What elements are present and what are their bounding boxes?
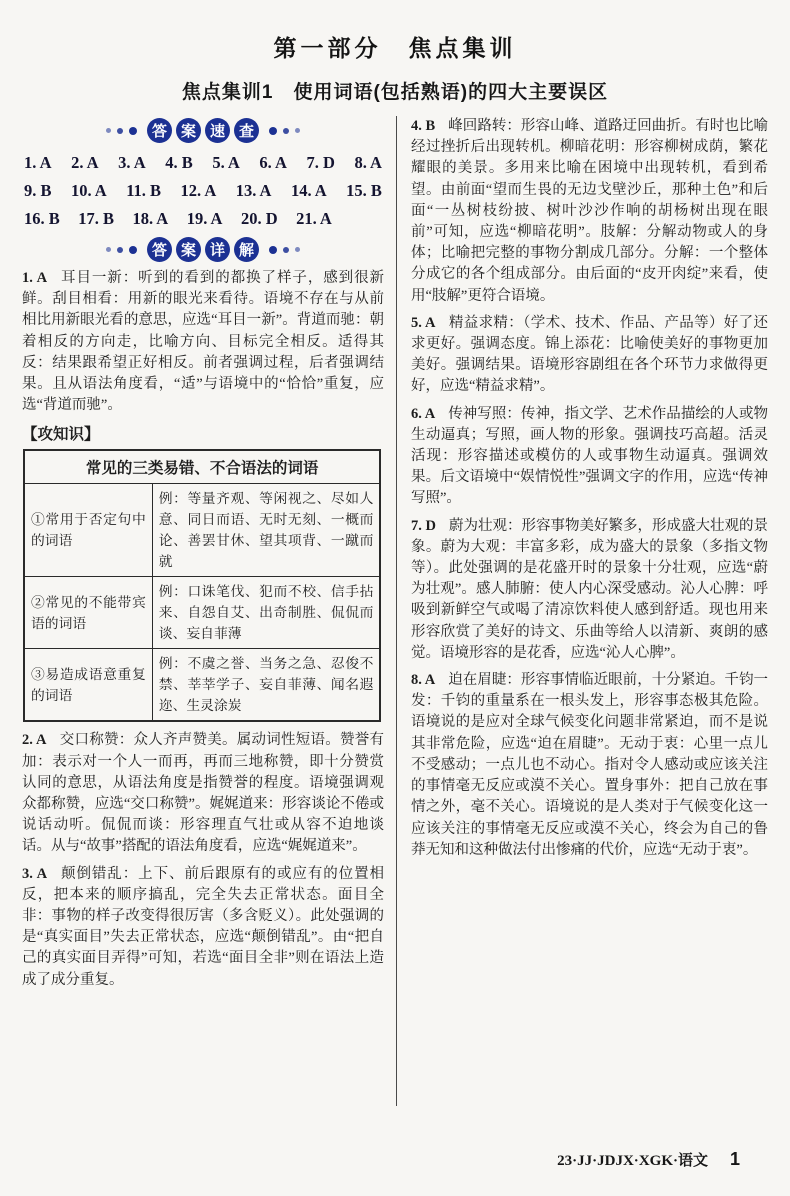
answer-item: 13. A xyxy=(235,181,272,200)
stamp-char: 查 xyxy=(234,118,259,143)
explanation-1 xyxy=(22,268,384,416)
answer-item: 16. B xyxy=(24,209,60,228)
answer-row xyxy=(24,177,382,205)
edition-code: 23·JJ·JDJX·XGK·语文 xyxy=(557,1153,708,1169)
answer-item: 17. B xyxy=(78,209,114,228)
explanation-label: 4. B xyxy=(411,118,436,134)
answer-row xyxy=(24,205,332,233)
answer-item: 14. A xyxy=(290,181,327,200)
explanation-text: 蔚为壮观：形容事物美好繁多，形成盛大壮观的景象。蔚为大观：丰富多彩，成为盛大的景象（多指文物等）。此处强调的是花盛开时的景象十分壮观，应选“蔚为壮观”。感人肺腑：使人内心深受感动。沁人心脾：呼吸到新鲜空气或喝了清凉饮料使人感到舒适。现也用来形容欣赏了美好的诗文、乐曲等给人以清新、爽朗的感觉。语境形容的是花香，应选“沁人心脾”。 xyxy=(411,517,768,661)
answer-item: 12. A xyxy=(180,181,217,200)
page-footer xyxy=(557,1149,740,1170)
category-cell: ③易造成语意重复的词语 xyxy=(24,649,152,722)
stamp-char: 答 xyxy=(147,237,172,262)
quick-answer-list xyxy=(24,149,382,233)
knowledge-table xyxy=(23,449,381,722)
explanation-2 xyxy=(22,730,384,857)
decor-dots-icon xyxy=(103,127,140,135)
answer-item: 20. D xyxy=(240,209,278,228)
explanation-text: 交口称赞：众人齐声赞美。属动词性短语。赞誉有加：表示对一个人一而再，再而三地称赞，即十分赞赏认同的意思，从语法角度是指赞誉的程度。语境强调观众都称赞，应选“交口称赞”。娓娓道来：形容谈论不倦或说话动听。侃侃而谈：形容理直气壮或从容不迫地谈话。从与“故事”搭配的语法角度看，应选“娓娓道来”。 xyxy=(22,732,385,855)
answer-item: 8. A xyxy=(354,153,382,172)
part-title: 第一部分 焦点集训 xyxy=(273,35,517,61)
explanation-text: 峰回路转：形容山峰、道路迂回曲折。有时也比喻经过挫折后出现转机。柳暗花明：形容柳树成荫，繁花耀眼的美景。多用来比喻在困境中出现转机，看到希望。由前面“望而生畏的无边戈壁沙丘，那种土色”和后面“一丛树枝纷披、树叶沙沙作响的胡杨树出现在眼前”可知，应选“柳暗花明”。肢解：分解动物或人的身体；比喻把完整的事物分割成几部分。分解：一个整体分成它的各个组成部分。由后面的“皮开肉绽”来看，使用“肢解”更符合语境。 xyxy=(411,118,769,304)
explanation-text: 迫在眉睫：形容事情临近眼前，十分紧迫。千钧一发：千钧的重量系在一根头发上，形容事态极其危险。语境说的是应对全球气候变化问题非常紧迫，而不是说其非常危险，应选“迫在眉睫”。无动于衷：心里一点儿不受感动；一点儿也不动心。指对令人感动或应该关注的事情毫无反应或漠不关心。置身事外：把自己放在事情之外，毫不关心。语境说的是人类对于气候变化这一应该关注的事情毫无反应或漠不关心，终会为自己的鲁莽无知和这种做法付出惨痛的代价，应选“无动于衷”。 xyxy=(411,672,769,858)
answer-item: 1. A xyxy=(24,153,52,172)
explanation-label: 7. D xyxy=(411,517,436,534)
answer-row xyxy=(24,149,382,177)
stamp-char: 案 xyxy=(176,118,201,143)
answer-item: 21. A xyxy=(296,209,332,228)
answer-detail-header xyxy=(22,237,384,262)
knowledge-box-label: 【攻知识】 xyxy=(22,426,100,444)
explanation-label: 8. A xyxy=(411,672,436,689)
answer-quick-check-header xyxy=(22,118,384,143)
explanation-label: 1. A xyxy=(22,270,48,286)
explanation-text: 传神写照：传神，指文学、艺术作品描绘的人或物生动逼真；写照，画人物的形象。强调技巧高超。活灵活现：形容描述或模仿的人或事物生动逼真。强调效果。后文语境中“娱情悦性”强调文字的作用，应选“传神写照”。 xyxy=(411,405,769,507)
answer-item: 3. A xyxy=(118,153,146,172)
answer-item: 10. A xyxy=(70,181,107,200)
explanation-text: 耳目一新：听到的看到的都换了样子，感到很新鲜。刮目相看：用新的眼光来看待。语境不存在与从前相比用新眼光看的意思，应选“耳目一新”。背道而驰：朝着相反的方向走，比喻方向、目标完全相反。适得其反：结果跟希望正好相反。前者强调过程，后者强调结果。且从语法角度看，“适”与语境中的“恰恰”重复，应选“背道而驰”。 xyxy=(22,270,385,414)
explanation-label: 5. A xyxy=(411,314,436,331)
table-row xyxy=(24,649,380,722)
stamp-char: 详 xyxy=(205,237,230,262)
explanation-label: 3. A xyxy=(22,865,48,882)
answer-item: 4. B xyxy=(165,153,193,172)
stamp-char: 答 xyxy=(147,118,172,143)
category-cell: ①常用于否定句中的词语 xyxy=(24,484,152,577)
answer-item: 9. B xyxy=(24,181,52,200)
stamp-char: 案 xyxy=(176,237,201,262)
explanation-4 xyxy=(411,116,768,307)
decor-dots-icon xyxy=(103,246,140,254)
explanation-5 xyxy=(411,313,768,398)
left-column xyxy=(22,116,396,1106)
answer-item: 6. A xyxy=(259,153,287,172)
decor-dots-icon xyxy=(266,127,303,135)
decor-dots-icon xyxy=(266,246,303,254)
knowledge-table-title: 常见的三类易错、不合语法的词语 xyxy=(24,450,380,484)
answer-item: 11. B xyxy=(126,181,162,200)
table-row xyxy=(24,484,380,577)
answer-item: 19. A xyxy=(186,209,223,228)
explanation-label: 2. A xyxy=(22,732,47,749)
explanation-8 xyxy=(411,670,768,861)
knowledge-table-header-row xyxy=(24,450,380,484)
answer-item: 18. A xyxy=(132,209,169,228)
explanation-3 xyxy=(22,864,384,991)
two-column-layout xyxy=(22,116,768,1106)
explanation-text: 精益求精：（学术、技术、作品、产品等）好了还求更好。强调态度。锦上添花：比喻使美好的事物更加美好。强调结果。语境形容剧组在各个环节力求做得更好，应选“精益求精”。 xyxy=(411,314,769,395)
answer-item: 7. D xyxy=(306,153,335,172)
category-cell: ②常见的不能带宾语的词语 xyxy=(24,577,152,649)
table-row xyxy=(24,577,380,649)
examples-cell: 例：等量齐观、等闲视之、尽如人意、同日而语、无时无刻、一概而论、善罢甘休、望其项背、一蹴而就 xyxy=(152,484,380,577)
stamp-char: 解 xyxy=(234,237,259,262)
section-title: 焦点集训1 使用词语(包括熟语)的四大主要误区 xyxy=(181,82,609,103)
examples-cell: 例：口诛笔伐、犯而不校、信手拈来、自怨自艾、出奇制胜、侃侃而谈、妄自菲薄 xyxy=(152,577,380,649)
right-column xyxy=(396,116,768,1106)
explanation-6 xyxy=(411,404,768,510)
answer-item: 5. A xyxy=(212,153,240,172)
explanation-label: 6. A xyxy=(411,405,436,422)
answer-item: 2. A xyxy=(71,153,99,172)
explanation-text: 颠倒错乱：上下、前后跟原有的或应有的位置相反，把本来的顺序搞乱，完全失去正常状态。面目全非：事物的样子改变得很厉害（多含贬义）。此处强调的是“真实面目”失去正常状态，应选“颠倒错乱”。由“把自己的真实面目弄得”可知，若选“面目全非”则在语法上造成了成分重复。 xyxy=(22,865,385,988)
explanation-7 xyxy=(411,516,768,664)
page-number: 1 xyxy=(729,1149,740,1169)
stamp-char: 速 xyxy=(205,118,230,143)
answer-item: 15. B xyxy=(346,181,382,200)
examples-cell: 例：不虞之誉、当务之急、忍俊不禁、莘莘学子、妄自菲薄、闻名遐迩、生灵涂炭 xyxy=(152,649,380,722)
